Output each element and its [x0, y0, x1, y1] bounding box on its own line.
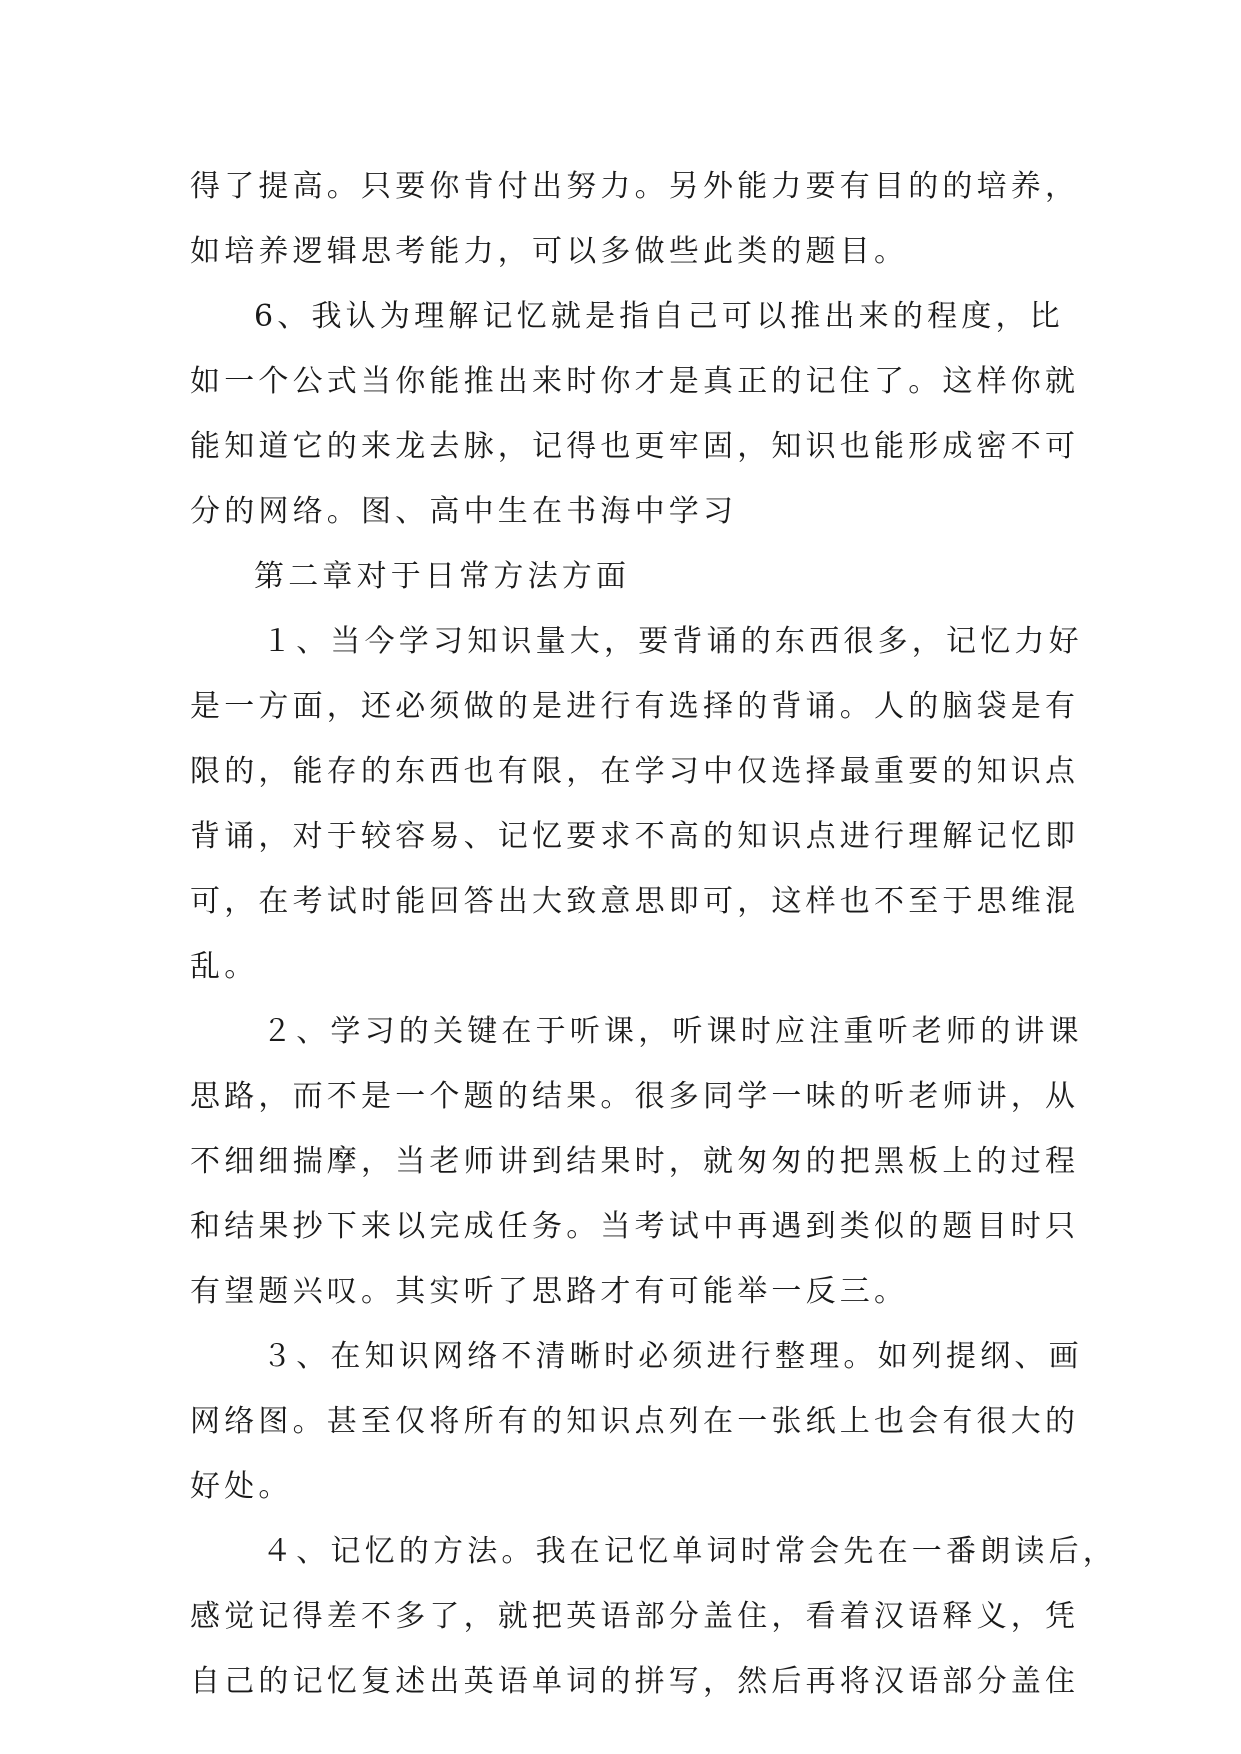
- text-line: 可，在考试时能回答出大致意思即可，这样也不至于思维混: [190, 884, 1080, 919]
- text-line: 感觉记得差不多了，就把英语部分盖住，看着汉语释义，凭: [190, 1599, 1080, 1634]
- text-line: 和结果抄下来以完成任务。当考试中再遇到类似的题目时只: [190, 1209, 1080, 1244]
- text-line: 如一个公式当你能推出来时你才是真正的记住了。这样你就: [190, 364, 1080, 399]
- text-line: 网络图。甚至仅将所有的知识点列在一张纸上也会有很大的: [190, 1404, 1080, 1439]
- text-line: 限的，能存的东西也有限，在学习中仅选择最重要的知识点: [190, 754, 1080, 789]
- paragraph-6-start: 6、我认为理解记忆就是指自己可以推出来的程度，比: [254, 299, 1064, 334]
- text-line: 得了提高。只要你肯付出努力。另外能力要有目的的培养，: [190, 169, 1080, 204]
- text-line: 思路，而不是一个题的结果。很多同学一味的听老师讲，从: [190, 1079, 1080, 1114]
- text-line: 背诵，对于较容易、记忆要求不高的知识点进行理解记忆即: [190, 819, 1080, 854]
- text-line: 不细细揣摩，当老师讲到结果时，就匆匆的把黑板上的过程: [190, 1144, 1080, 1179]
- paragraph-4-start: ４、记忆的方法。我在记忆单词时常会先在一番朗读后，: [262, 1534, 1117, 1569]
- text-line: 是一方面，还必须做的是进行有选择的背诵。人的脑袋是有: [190, 689, 1080, 724]
- text-line: 自己的记忆复述出英语单词的拼写，然后再将汉语部分盖住: [190, 1664, 1080, 1699]
- text-line: 如培养逻辑思考能力，可以多做些此类的题目。: [190, 234, 909, 269]
- paragraph-2-start: ２、学习的关键在于听课，听课时应注重听老师的讲课: [262, 1014, 1083, 1049]
- text-line: 乱。: [190, 949, 259, 984]
- paragraph-3-start: ３、在知识网络不清晰时必须进行整理。如列提纲、画: [262, 1339, 1083, 1374]
- text-line: 能知道它的来龙去脉，记得也更牢固，知识也能形成密不可: [190, 429, 1080, 464]
- text-line: 有望题兴叹。其实听了思路才有可能举一反三。: [190, 1274, 909, 1309]
- text-line: 好处。: [190, 1469, 293, 1504]
- chapter-heading: 第二章对于日常方法方面: [254, 559, 631, 594]
- paragraph-1-start: １、当今学习知识量大，要背诵的东西很多，记忆力好: [262, 624, 1083, 659]
- text-line: 分的网络。图、高中生在书海中学习: [190, 494, 738, 529]
